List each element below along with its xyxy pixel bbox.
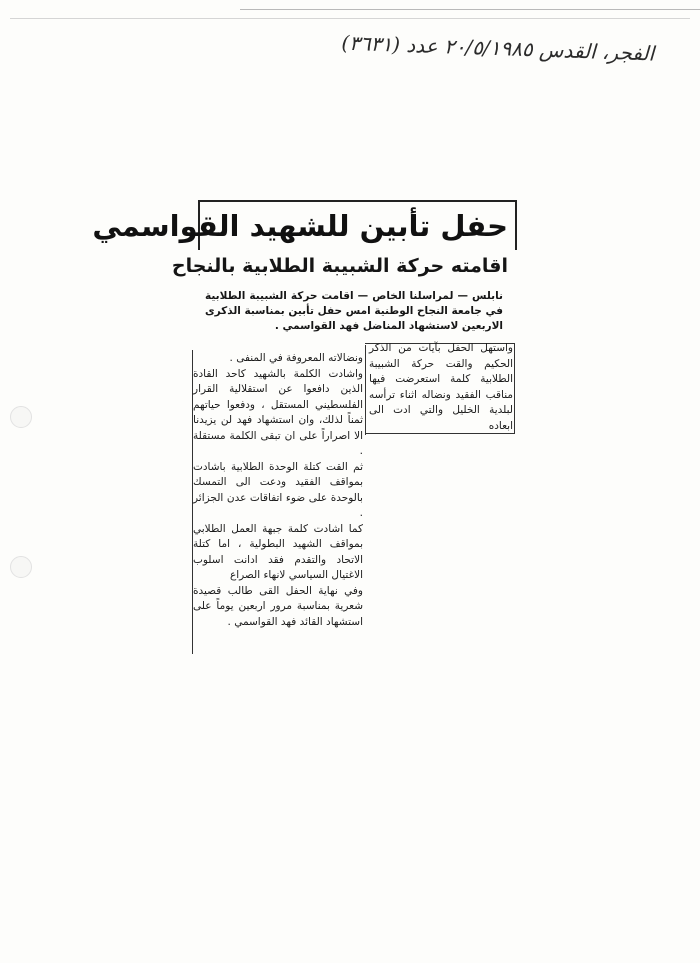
- article-headline: حفل تأبين للشهيد القواسمي: [92, 209, 508, 243]
- column-rule: [514, 343, 515, 433]
- scan-edge-line: [10, 18, 690, 19]
- column-rule: [365, 345, 366, 435]
- punch-hole-mark: [10, 556, 32, 578]
- paragraph: واشادت الكلمة بالشهيد كاحد القادة الذين دافعوا عن استقلالية القرار الفلسطيني المستقل ، ودفعوا حياتهم ثمناً لذلك، وان استشهاد فهد لن يزيدنا الا اصراراً على ان تبقى الكلمة مستقلة .: [193, 367, 363, 457]
- newspaper-clipping: [92, 195, 525, 665]
- scan-edge-line: [240, 9, 700, 10]
- paragraph: ثم القت كتلة الوحدة الطلابية باشادت بمواقف الفقيد ودعت الى التمسك بالوحدة على ضوء اتفاقات عدن الجزائر .: [193, 460, 363, 519]
- paragraph: وفي نهاية الحفل القى طالب قصيدة شعرية بمناسبة مرور اربعين يوماً على استشهاد القائد فهد القواسمي .: [193, 584, 363, 628]
- paragraph: ونضالاته المعروفة في المنفى .: [229, 352, 363, 364]
- article-lead: نابلس — لمراسلنا الخاص — اقامت حركة الشبيبة الطلابية في جامعة النجاح الوطنية امس حفل تأبين بمناسبة الذكرى الاربعين لاستشهاد المناضل فهد القواسمي .: [205, 290, 503, 332]
- article-column-left: [193, 351, 363, 661]
- paragraph: كما اشادت كلمة جبهة العمل الطلابي بمواقف الشهيد البطولية ، اما كتلة الاتحاد والتقدم فقد ادانت اسلوب الاغتيال السياسي لانهاء الصراع: [193, 522, 363, 581]
- handwritten-source-note: الفجر، القدس ٢٠/٥/١٩٨٥ عدد (٣٦٣١): [341, 30, 655, 66]
- article-subheadline: اقامته حركة الشبيبة الطلابية بالنجاح: [171, 255, 508, 277]
- punch-hole-mark: [10, 406, 32, 428]
- paragraph: واستهل الحفل بآيات من الذكر الحكيم والقت حركة الشبيبة الطلابية كلمة استعرضت فيها مناقب الفقيد ونضاله اثناء ترأسه لبلدية الخليل والتي ادت الى ابعاده: [369, 342, 513, 432]
- article-column-right: [369, 341, 513, 431]
